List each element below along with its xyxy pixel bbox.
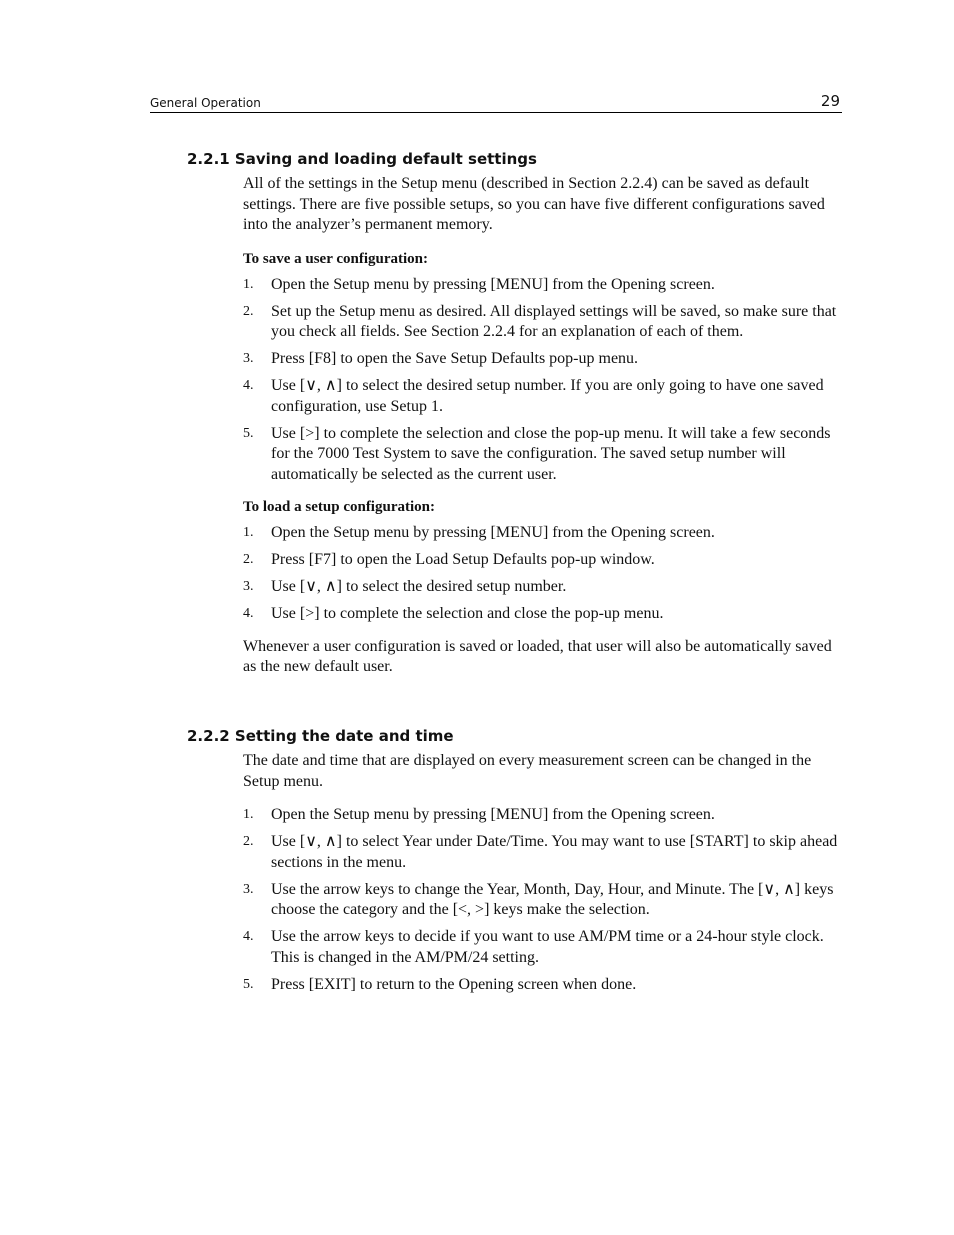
- list-item: [243, 927, 838, 968]
- list-item: [243, 550, 838, 571]
- step-number: 4.: [243, 929, 254, 944]
- closing-paragraph: Whenever a user configuration is saved or loaded, that user will also be automatically saved as the new default user.: [243, 637, 832, 675]
- section-saving-loading-defaults: [187, 149, 842, 691]
- step-number: 1.: [243, 525, 254, 540]
- step-text: Use [∨, ∧] to select Year under Date/Time. You may want to use [START] to skip ahead sections in the menu.: [271, 833, 838, 871]
- list-item: [243, 805, 838, 826]
- step-text: Use [>] to complete the selection and close the pop-up menu. It will take a few seconds for the 7000 Test System to save the configuration. The saved setup number will automatically be selected as the current user.: [271, 424, 831, 483]
- step-number: 5.: [243, 425, 254, 441]
- list-item: [243, 604, 838, 625]
- save-steps-list: [243, 275, 838, 486]
- list-item: [243, 880, 838, 921]
- list-item: [243, 376, 838, 417]
- step-text: Use [∨, ∧] to select the desired setup number. If you are only going to have one saved configuration, use Setup 1.: [271, 377, 824, 415]
- section-body: [243, 174, 838, 678]
- step-text: Press [F8] to open the Save Setup Defaults pop-up menu.: [271, 350, 639, 367]
- step-text: Use [∨, ∧] to select the desired setup number.: [271, 578, 567, 595]
- date-time-steps-list: [243, 805, 838, 995]
- step-number: 3.: [243, 579, 254, 594]
- step-text: Open the Setup menu by pressing [MENU] from the Opening screen.: [271, 806, 715, 823]
- step-text: Use [>] to complete the selection and close the pop-up menu.: [271, 605, 664, 622]
- procedure-heading-load: To load a setup configuration:: [243, 499, 435, 515]
- step-text: Use the arrow keys to change the Year, Month, Day, Hour, and Minute. The [∨, ∧] keys choose the category and the [<, >] keys make the selection.: [271, 880, 834, 918]
- step-number: 2.: [243, 834, 254, 849]
- step-number: 2.: [243, 303, 254, 319]
- step-number: 2.: [243, 552, 254, 567]
- step-number: 1.: [243, 807, 254, 822]
- list-item: [243, 577, 838, 598]
- step-text: Open the Setup menu by pressing [MENU] from the Opening screen.: [271, 275, 715, 293]
- step-number: 4.: [243, 606, 254, 621]
- procedure-heading-save: To save a user configuration:: [243, 250, 429, 267]
- step-text: Press [F7] to open the Load Setup Defaults pop-up window.: [271, 551, 655, 568]
- list-item: [243, 275, 838, 296]
- step-number: 3.: [243, 351, 254, 366]
- page-number: 29: [820, 92, 840, 110]
- list-item: [243, 523, 838, 544]
- step-text: Press [EXIT] to return to the Opening screen when done.: [271, 975, 637, 993]
- step-text: Open the Setup menu by pressing [MENU] from the Opening screen.: [271, 524, 715, 541]
- intro-paragraph: All of the settings in the Setup menu (described in Section 2.2.4) can be saved as default settings. There are five possible setups, so you can have five different configurations saved into the analyzer’s permanent memory.: [243, 175, 825, 233]
- intro-paragraph: The date and time that are displayed on every measurement screen can be changed in the Setup menu.: [243, 752, 812, 790]
- section-heading: 2.2.2 Setting the date and time: [187, 727, 454, 745]
- section-date-time: [187, 726, 842, 1007]
- running-header: [150, 90, 842, 113]
- step-text: Set up the Setup menu as desired. All displayed settings will be saved, so make sure that you check all fields. See Section 2.2.4 for an explanation of each of them.: [271, 302, 837, 340]
- list-item: [243, 832, 838, 873]
- list-item: [243, 424, 838, 486]
- step-number: 4.: [243, 378, 254, 393]
- list-item: [243, 302, 838, 343]
- load-steps-list: [243, 523, 838, 625]
- list-item: [243, 975, 838, 996]
- step-number: 3.: [243, 881, 254, 897]
- step-text: Use the arrow keys to decide if you want to use AM/PM time or a 24-hour style clock. This is changed in the AM/PM/24 setting.: [271, 928, 824, 966]
- list-item: [243, 349, 838, 370]
- step-number: 1.: [243, 276, 254, 292]
- running-title: General Operation: [150, 96, 261, 110]
- section-heading: 2.2.1 Saving and loading default settings: [187, 150, 537, 168]
- step-number: 5.: [243, 976, 254, 992]
- section-body: [243, 751, 838, 995]
